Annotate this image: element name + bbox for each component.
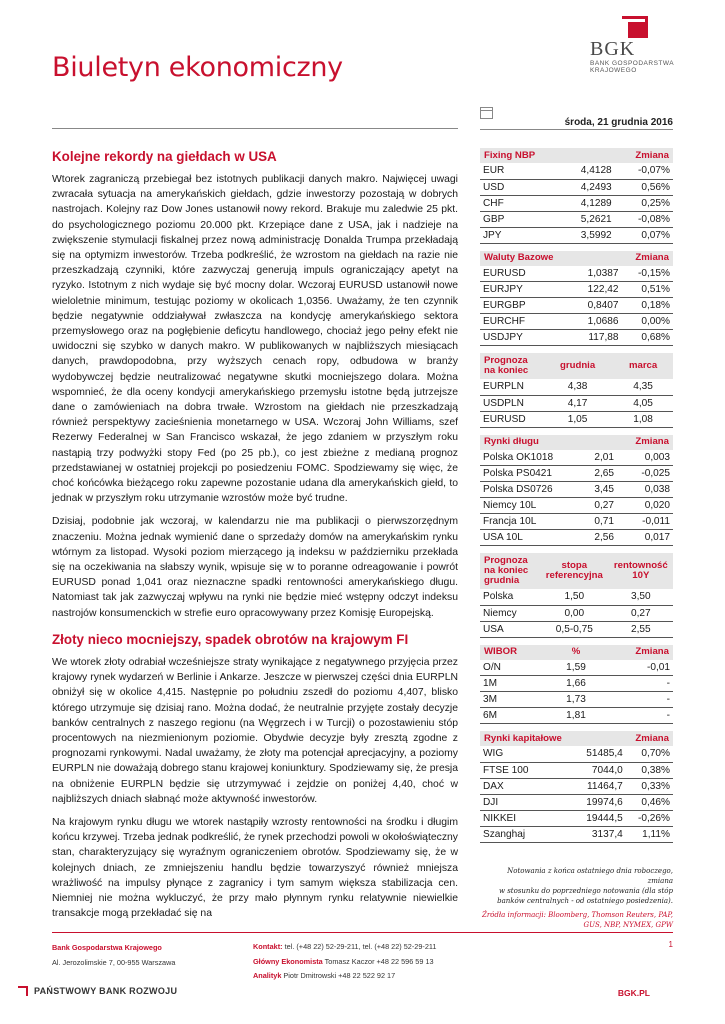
forecast-rates-table xyxy=(480,553,673,638)
table-row: EURJPY 122,42 0,51% xyxy=(480,282,673,298)
table-row: USDPLN 4,17 4,05 xyxy=(480,395,673,411)
table-row: Niemcy 0,00 0,27 xyxy=(480,605,673,621)
pbr-logo-icon xyxy=(18,986,28,996)
table-header: % xyxy=(553,645,599,660)
table-header: Zmiana xyxy=(617,435,673,450)
date-rule xyxy=(480,129,673,130)
page-number: 1 xyxy=(668,940,673,949)
table-row: FTSE 100 7044,0 0,38% xyxy=(480,762,673,778)
base-currencies-table xyxy=(480,251,673,347)
table-row: EURPLN 4,38 4,35 xyxy=(480,379,673,395)
document-title: Biuletyn ekonomiczny xyxy=(52,52,343,83)
table-row: Niemcy 10L 0,27 0,020 xyxy=(480,498,673,514)
market-data-column xyxy=(480,148,673,850)
header-rule xyxy=(52,128,458,129)
table-row: EURCHF 1,0686 0,00% xyxy=(480,314,673,330)
table-header: grudnia xyxy=(542,353,613,379)
table-row: EURUSD 1,05 1,08 xyxy=(480,411,673,427)
table-row: NIKKEI 19444,5 -0,26% xyxy=(480,810,673,826)
footer-rule xyxy=(52,932,673,933)
article1-paragraph: Wtorek zagraniczą przebiegał bez istotnych publikacji danych makro. Najwięcej uwagi zwracała sytuacja na amerykańskich giełdach, gdzie inwestorzy pozostają w dobrych nastrojach. Kolejny raz Dow Jones ustanowił nowy rekord. Brakuje mu zaledwie 25 pkt. do psychologicznego poziomu 20.000 pkt. Krzepiące dane z USA, jak i nadzieje na zwiększenie stymulacji fiskalnej przez nową administrację Donalda Trumpa przekładają się na optymizm inwestorów. Trzeba podkreślić, że wzrostom na giełdach na razie nie przeszkadzają czynniki, które zazwyczaj generują impuls ograniczający apetyt na ryzyko. Istotnym z nich wydaje się być mocny dolar. Wczoraj EURUSD ustanowił nowe wieloletnie minimum, testując poziomy w okolicach 1,0356. Uważamy, że ten czynnik będzie negatywnie oddziaływał zwłaszcza na kondycję amerykańskiego sektora przemysłowego oraz na pogłębienie deficytu handlowego, chociaż jego pełny efekt nie uwidoczni się szybko w danych makro. W publikowanych w najbliższych miesiącach danych, prawdopodobna, przy wyższych cenach ropy, odbudowa w branży wydobywczej będzie neutralizować negatywne skutki mocniejszego dolara. Można wspomnieć, że dla oceny kondycji amerykańskiego przemysłu istotne będą jutrzejsze dane o zamówieniach na dobra trwałe. Wzrostom na giełdach nie przeszkadzają również perspektywy zacieśnienia monetarnego w USA. Wczoraj John Williams, szef Rezerwy Federalnej w San Francisco wskazał, że jego zdaniem w przyszłym roku nastąpią trzy podwyżki stopy Fed (po 25 pb.), co jest zbieżne z medianą prognoz przedstawianej w ostatniej projekcji po posiedzeniu FOMC. Spodziewamy się więc, że choć końcówka bieżącego roku zapewne pozostanie udana dla amerykańskich giełd, to jednak w przyszłym roku utrzymanie wzrostów może być trudne. xyxy=(52,174,458,505)
logo-mark-fill xyxy=(628,22,648,38)
table-row: Polska DS0726 3,45 0,038 xyxy=(480,482,673,498)
table-row: 1M 1,66 - xyxy=(480,676,673,692)
website-link[interactable]: BGK.PL xyxy=(617,988,650,998)
table-row: USDJPY 117,88 0,68% xyxy=(480,330,673,346)
article1-heading: Kolejne rekordy na giełdach w USA xyxy=(52,149,277,164)
table-header: WIBOR xyxy=(480,645,553,660)
table-row: CHF 4,1289 0,25% xyxy=(480,195,673,211)
issue-date: środa, 21 grudnia 2016 xyxy=(564,117,673,128)
table-row: Polska PS0421 2,65 -0,025 xyxy=(480,466,673,482)
calendar-icon xyxy=(480,107,493,119)
sources-note: Źródła informacji: Bloomberg, Thomson Reuters, PAP, GUS, NBP, NYMEX, GPW xyxy=(481,911,673,929)
table-row: EUR 4,4128 -0,07% xyxy=(480,163,673,179)
table-row: USD 4,2493 0,56% xyxy=(480,179,673,195)
table-row: EURUSD 1,0387 -0,15% xyxy=(480,266,673,282)
table-row: GBP 5,2621 -0,08% xyxy=(480,211,673,227)
table-row: Polska OK1018 2,01 0,003 xyxy=(480,450,673,466)
table-row: EURGBP 0,8407 0,18% xyxy=(480,298,673,314)
pbr-brand: PAŃSTWOWY BANK ROZWOJU xyxy=(18,986,177,996)
table-header: Zmiana xyxy=(622,251,673,266)
table-row: 6M 1,81 - xyxy=(480,708,673,724)
table-row: USA 0,5-0,75 2,55 xyxy=(480,621,673,637)
table-header: stopa referencyjna xyxy=(540,553,609,589)
forecast-fx-table xyxy=(480,353,673,428)
table-header: rentowność 10Y xyxy=(609,553,673,589)
footer-bank-info xyxy=(52,940,175,970)
logo-text: BGK xyxy=(590,38,636,60)
table-notes: Notowania z końca ostatniego dnia roboczego, zmiana w stosunku do poprzedniego notowania (dla stóp banków centralnych - od ostatniego posiedzenia). Źródła informacji: Bloomberg, Thomson Reuters, PAP, GUS, NBP, NYMEX, GPW xyxy=(481,867,673,929)
table-row: DAX 11464,7 0,33% xyxy=(480,778,673,794)
footer-contacts: Kontakt: tel. (+48 22) 52-29-211, tel. (+48 22) 52-29-211 Główny Ekonomista Tomasz Kaczor +48 22 596 59 13 Analityk Piotr Dmitrowski +48 22 522 92 17 xyxy=(253,942,437,980)
table-row: JPY 3,5992 0,07% xyxy=(480,227,673,243)
table-row: Szanghaj 3137,4 1,11% xyxy=(480,826,673,842)
table-header: Zmiana xyxy=(615,148,673,163)
table-header: Prognoza na koniec xyxy=(480,353,542,379)
table-header: Zmiana xyxy=(626,731,673,746)
table-row: USA 10L 2,56 0,017 xyxy=(480,530,673,546)
table-header: marca xyxy=(613,353,673,379)
article2-paragraph: We wtorek złoty odrabiał wcześniejsze straty wynikające z negatywnego przyjęcia przez krajowy rynek wydarzeń w Berlinie i Ankarze. Jeszcze w pierwszej części dnia EURPLN obniżył się w okolice 4,415. Następnie po południu zszedł do poziomu 4,407, blisko którego utrzymuje się dzisiaj rano. Można dodać, że neutralnie przyjęte zostały decyzje banków centralnych z naszego regionu (na Węgrzech i w Turcji) o pozostawieniu stóp procentowych na niezmienionym poziomie. Obydwie decyzje były zresztą zgodne z prognozami rynkowymi. Nadal uważamy, że złoty ma potencjał aprecjacyjny, a poziomy EURPLN nie doważają dobrego stanu krajowej koniunktury. Spodziewamy się, że presja na obniżenie EURPLN będzie się utrzymywać i zejdzie on poniżej 4,40, choć w najbliższych dniach słabnąć może aktywność inwestorów. xyxy=(52,656,458,805)
table-row: O/N 1,59 -0,01 xyxy=(480,660,673,676)
logo-subtext: BANK GOSPODARSTWA KRAJOWEGO xyxy=(590,60,675,74)
capital-markets-table xyxy=(480,731,673,843)
wibor-table xyxy=(480,645,673,725)
article2-heading: Złoty nieco mocniejszy, spadek obrotów na krajowym FI xyxy=(52,631,409,647)
table-row: 3M 1,73 - xyxy=(480,692,673,708)
table-header: Zmiana xyxy=(599,645,673,660)
footer-bank-name: Bank Gospodarstwa Krajowego xyxy=(52,943,162,952)
article2-paragraph: Na krajowym rynku długu we wtorek nastąpiły wzrosty rentowności na środku i długim końcu krzywej. Trzeba jednak podkreślić, że rynek przechodzi powoli w okołoświąteczny stan, charakteryzujący się wyraźnym ograniczeniem obrotów. Spodziewamy się, że w kolejnych dniach, ze zmniejszeniu handlu będzie towarzyszyć również mniejsza wrażliwość na impulsy płynące z zagranicy i tym samym większa stabilizacja cen. Niemniej nie można wykluczyć, że przy mało płynnym rynku relatywnie niewielkie transakcje mogą przekładać się na xyxy=(52,816,458,920)
table-row: Francja 10L 0,71 -0,011 xyxy=(480,514,673,530)
table-row: WIG 51485,4 0,70% xyxy=(480,746,673,762)
table-header: Rynki długu xyxy=(480,435,582,450)
table-header: Waluty Bazowe xyxy=(480,251,576,266)
main-column xyxy=(52,148,458,929)
footer-address: Al. Jerozolimskie 7, 00-955 Warszawa xyxy=(52,958,176,967)
table-header: Prognoza na koniec grudnia xyxy=(480,553,540,589)
fixing-nbp-table xyxy=(480,148,673,244)
table-row: Polska 1,50 3,50 xyxy=(480,589,673,605)
debt-markets-table xyxy=(480,435,673,547)
bgk-logo xyxy=(580,16,680,78)
table-header: Rynki kapitałowe xyxy=(480,731,577,746)
table-row: DJI 19974,6 0,46% xyxy=(480,794,673,810)
article1-paragraph: Dzisiaj, podobnie jak wczoraj, w kalendarzu nie ma publikacji o pierwszorzędnym znaczeniu. Można jednak wymienić dane o sprzedaży domów na amerykańskim rynku wtórnym za listopad. Wysoki poziom mierzącego ją indeksu w październiku przekłada się na oczekiwania na słabszy wynik, wpisuje się w to poranne odreagowanie i powrót EURUSD ponad 1,041 oraz nieznaczne spadki rentowności amerykańskiego długu. Natomiast tak jak zazwyczaj wpływu na rynki nie będzie mieć wstępny odczyt indeksu nastrojów konsumenckich w strefie euro opracowywany przez Komisję Europejską. xyxy=(52,516,458,619)
table-header: Fixing NBP xyxy=(480,148,563,163)
